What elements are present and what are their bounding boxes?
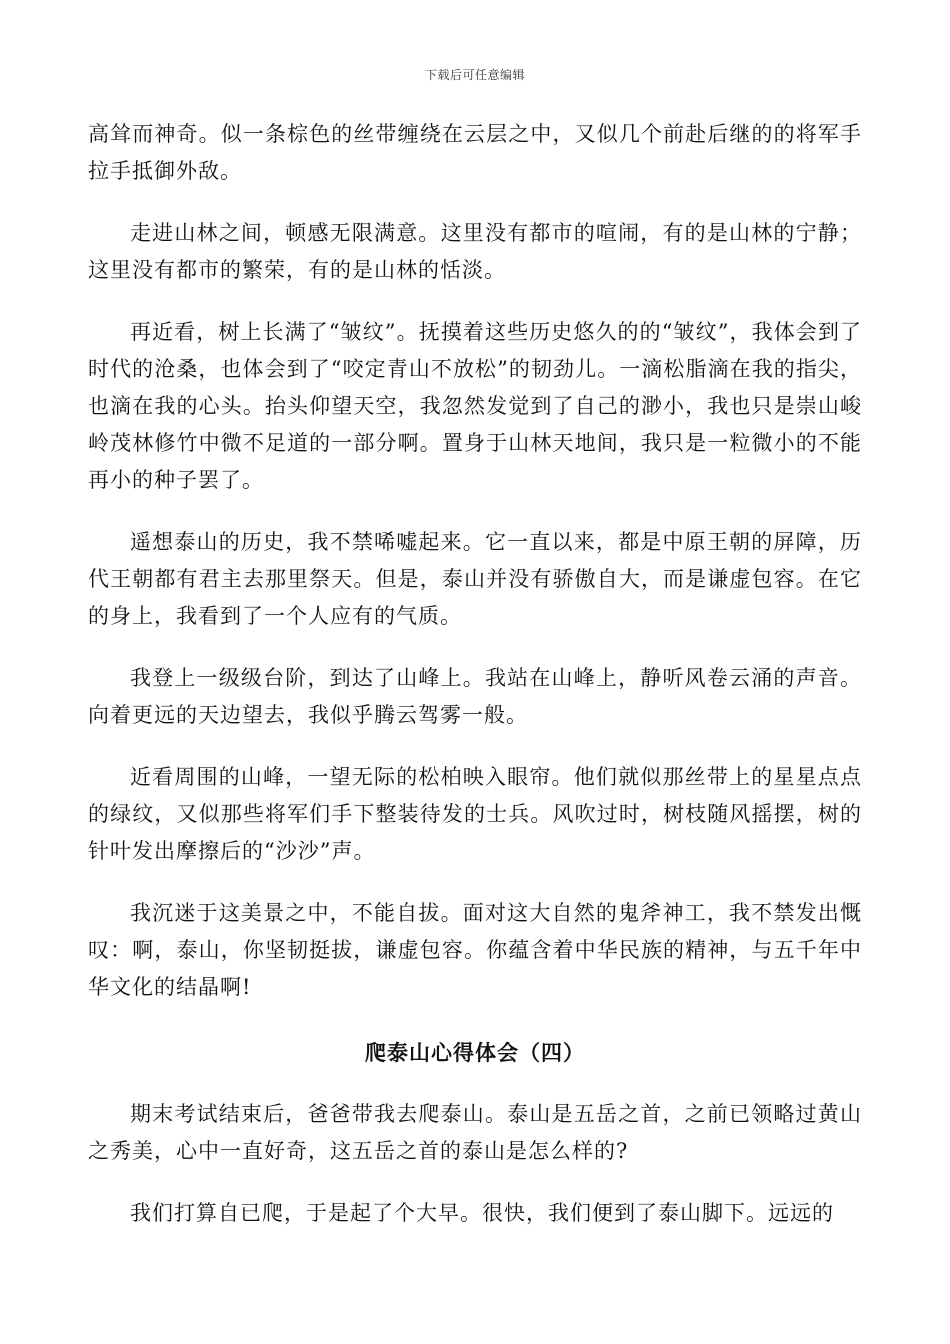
paragraph: 期末考试结束后，爸爸带我去爬泰山。泰山是五岳之首，之前已领略过黄山之秀美，心中一直好奇，这五岳之首的泰山是怎么样的? (88, 1102, 862, 1163)
paragraph: 我们打算自已爬，于是起了个大早。很快，我们便到了泰山脚下。远远的 (130, 1201, 834, 1225)
paragraph: 我沉迷于这美景之中，不能自拔。面对这大自然的鬼斧神工，我不禁发出慨叹：啊，泰山，你坚韧挺拔，谦虚包容。你蕴含着中华民族的精神，与五千年中华文化的结晶啊! (88, 901, 862, 999)
paragraph: 高耸而神奇。似一条棕色的丝带缠绕在云层之中，又似几个前赴后继的的将军手拉手抵御外敌。 (88, 122, 862, 183)
paragraph: 近看周围的山峰，一望无际的松柏映入眼帘。他们就似那丝带上的星星点点的绿纹，又似那些将军们手下整装待发的士兵。风吹过时，树枝随风摇摆，树的针叶发出摩擦后的“沙沙”声。 (88, 765, 862, 863)
paragraph: 走进山林之间，顿感无限满意。这里没有都市的喧闹，有的是山林的宁静；这里没有都市的繁荣，有的是山林的恬淡。 (88, 221, 862, 282)
paragraph: 再近看，树上长满了“皱纹”。抚摸着这些历史悠久的的“皱纹”，我体会到了时代的沧桑，也体会到了“咬定青山不放松”的韧劲儿。一滴松脂滴在我的指尖，也滴在我的心头。抬头仰望天空，我忽然发觉到了自己的渺小，我也只是崇山峻岭茂林修竹中微不足道的一部分啊。置身于山林天地间，我只是一粒微小的不能再小的种子罢了。 (88, 320, 862, 492)
section-title: 爬泰山心得体会（四） (365, 1040, 585, 1065)
document-body (88, 116, 862, 1257)
paragraph: 遥想泰山的历史，我不禁唏嘘起来。它一直以来，都是中原王朝的屏障，历代王朝都有君主去那里祭天。但是，泰山并没有骄傲自大，而是谦虚包容。在它的身上，我看到了一个人应有的气质。 (88, 530, 862, 628)
paragraph: 我登上一级级台阶，到达了山峰上。我站在山峰上，静听风卷云涌的声音。向着更远的天边望去，我似乎腾云驾雾一般。 (88, 666, 862, 727)
page-header: 下载后可任意编辑 (424, 68, 525, 82)
